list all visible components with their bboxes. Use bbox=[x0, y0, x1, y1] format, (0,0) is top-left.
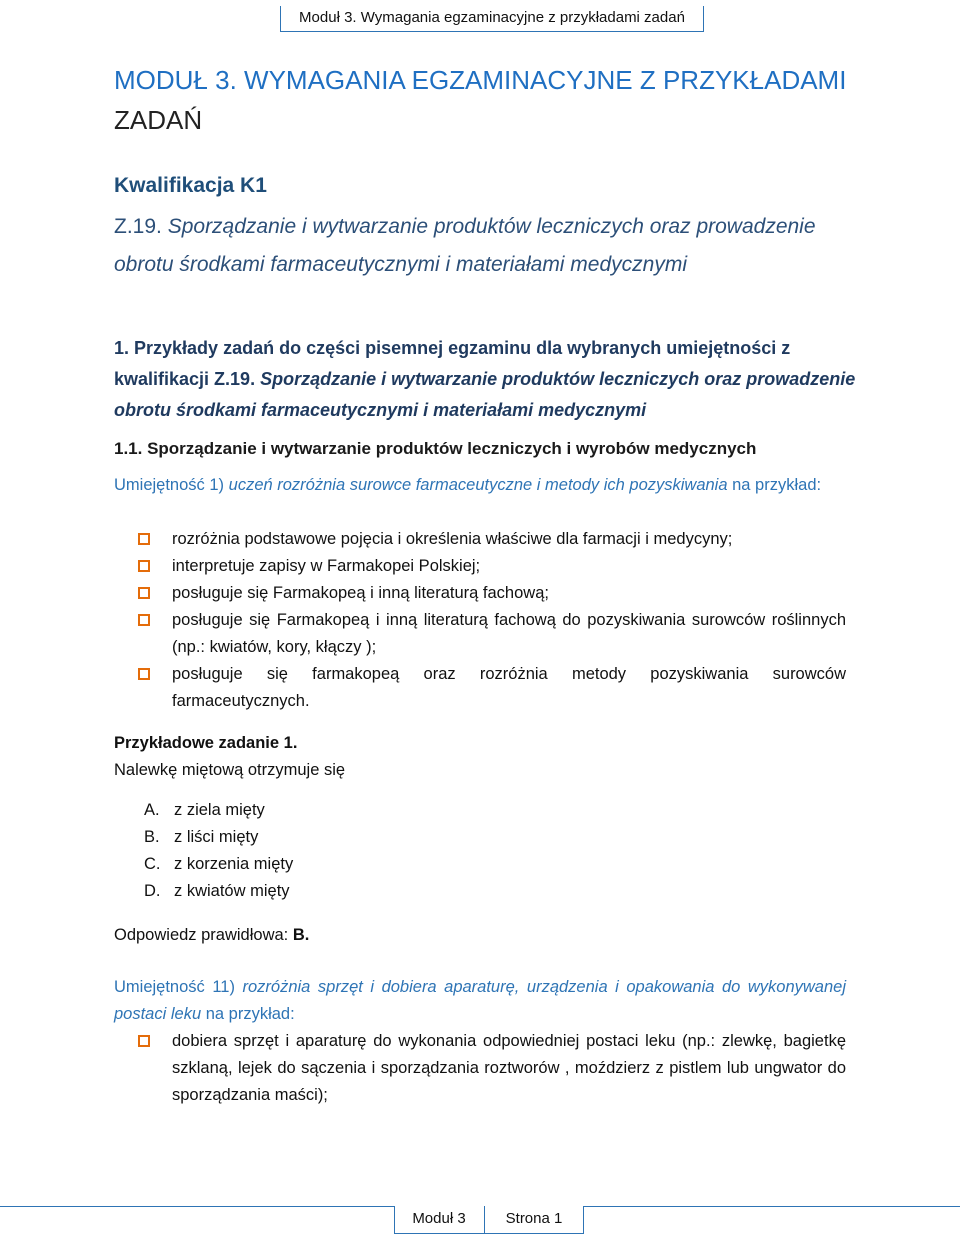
answer-option bbox=[114, 797, 293, 824]
skill-11-bullet-list bbox=[114, 1028, 846, 1109]
list-item-text: posługuje się Farmakopeą i inną literaturą fachową; bbox=[172, 584, 549, 602]
skill-1-prefix: Umiejętność 1) bbox=[114, 476, 225, 494]
option-letter: D. bbox=[144, 882, 161, 900]
section-heading-prefix: 1. Przykłady zadań do części pisemnej egzaminu dla wybranych umiejętności z kwalifikacji Z.19. bbox=[114, 338, 791, 389]
answer-option bbox=[114, 878, 293, 905]
list-item bbox=[114, 526, 846, 553]
list-item-text: posługuje się farmakopeą oraz rozróżnia metody pozyskiwania surowców farmaceutycznych. bbox=[172, 665, 846, 710]
list-item bbox=[114, 607, 846, 661]
answer-option bbox=[114, 851, 293, 878]
qualification-code: Z.19. bbox=[114, 215, 162, 238]
task-1-answer bbox=[114, 926, 309, 945]
answer-option bbox=[114, 824, 293, 851]
square-bullet-icon bbox=[138, 1035, 150, 1047]
subsection-heading: 1.1. Sporządzanie i wytwarzanie produktów leczniczych i wyrobów medycznych bbox=[114, 439, 757, 458]
skill-1-suffix: na przykład: bbox=[732, 476, 822, 494]
footer-module: Moduł 3 bbox=[412, 1210, 466, 1227]
task-1-title: Przykładowe zadanie 1. bbox=[114, 734, 298, 752]
square-bullet-icon bbox=[138, 668, 150, 680]
list-item bbox=[114, 553, 846, 580]
task-1-question: Nalewkę miętową otrzymuje się bbox=[114, 761, 346, 779]
qualification-name bbox=[114, 208, 854, 284]
square-bullet-icon bbox=[138, 614, 150, 626]
list-item bbox=[114, 1028, 846, 1109]
skill-11-suffix: na przykład: bbox=[205, 1005, 295, 1023]
qualification-label: Kwalifikacja K1 bbox=[114, 174, 267, 197]
task-1-options bbox=[114, 797, 293, 905]
list-item bbox=[114, 661, 846, 715]
skill-11-prefix: Umiejętność 11) bbox=[114, 978, 235, 996]
option-letter: B. bbox=[144, 828, 160, 846]
skill-1-bullet-list bbox=[114, 526, 846, 715]
qualification-title: Sporządzanie i wytwarzanie produktów leczniczych oraz prowadzenie obrotu środkami farmaceutycznymi i materiałami medycznymi bbox=[114, 215, 816, 276]
page-title-line2: ZADAŃ bbox=[114, 105, 203, 135]
square-bullet-icon bbox=[138, 533, 150, 545]
square-bullet-icon bbox=[138, 587, 150, 599]
list-item-text: posługuje się Farmakopeą i inną literaturą fachową do pozyskiwania surowców roślinnych (np.: kwiatów, kory, kłączy ); bbox=[172, 611, 846, 656]
skill-1-italic: uczeń rozróżnia surowce farmaceutyczne i metody ich pozyskiwania bbox=[228, 476, 728, 494]
square-bullet-icon bbox=[138, 560, 150, 572]
skill-11-description bbox=[114, 974, 846, 1028]
option-letter: A. bbox=[144, 801, 160, 819]
page-title bbox=[114, 60, 874, 140]
section-heading-italic: Sporządzanie i wytwarzanie produktów leczniczych oraz prowadzenie obrotu środkami farmaceutycznymi i materiałami medycznymi bbox=[114, 369, 856, 420]
option-text: z korzenia mięty bbox=[174, 855, 294, 873]
footer-page-number: Strona 1 bbox=[505, 1210, 563, 1227]
option-text: z liści mięty bbox=[174, 828, 259, 846]
option-text: z ziela mięty bbox=[174, 801, 265, 819]
option-text: z kwiatów mięty bbox=[174, 882, 290, 900]
running-header: Moduł 3. Wymagania egzaminacyjne z przykładami zadań bbox=[299, 9, 685, 26]
list-item-text: dobiera sprzęt i aparaturę do wykonania odpowiedniej postaci leku (np.: zlewkę, bagietkę szklaną, lejek do sączenia i sporządzania roztworów , moździerz z pistlem lub ungwator do sporządzania maści); bbox=[172, 1032, 846, 1104]
section-heading bbox=[114, 333, 874, 426]
page-title-line1: MODUŁ 3. WYMAGANIA EGZAMINACYJNE Z PRZYKŁADAMI bbox=[114, 65, 847, 95]
list-item bbox=[114, 580, 846, 607]
skill-1-description bbox=[114, 472, 846, 499]
skill-11-italic: rozróżnia sprzęt i dobiera aparaturę, urządzenia i opakowania do wykonywanej postaci leku bbox=[114, 978, 846, 1023]
option-letter: C. bbox=[144, 855, 161, 873]
answer-value: B. bbox=[292, 926, 310, 944]
list-item-text: interpretuje zapisy w Farmakopei Polskiej; bbox=[172, 557, 481, 575]
list-item-text: rozróżnia podstawowe pojęcia i określenia właściwe dla farmacji i medycyny; bbox=[172, 530, 733, 548]
answer-label: Odpowiedz prawidłowa: bbox=[114, 926, 289, 944]
